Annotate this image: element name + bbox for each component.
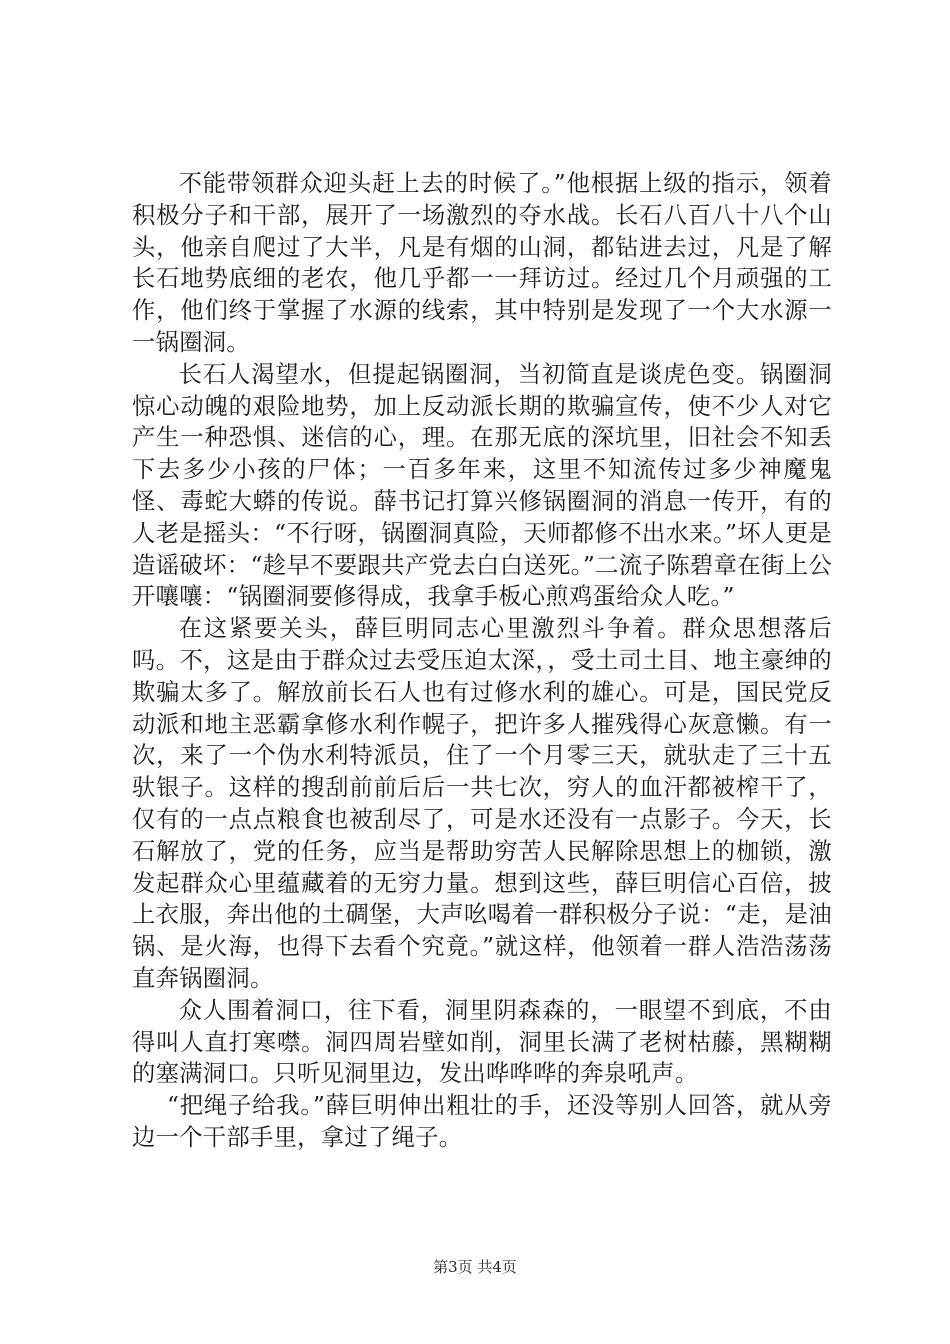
paragraph-2: 长石人渴望水，但提起锅圈洞，当初简直是谈虎色变。锅圈洞惊心动魄的艰险地势，加上反动派长期的欺骗宣传，使不少人对它产生一种恐惧、迷信的心，理。在那无底的深坑里，旧社会不知丢下去多少小孩的尸体；一百多年来，这里不知流传过多少神魔鬼怪、毒蛇大蟒的传说。薛书记打算兴修锅圈洞的消息一传开，有的人老是摇头：“不行呀，锅圈洞真险，天师都修不出水来。”坏人更是造谣破坏：“趁早不要跟共产党去白白送死。”二流子陈碧章在街上公开嚷嚷：“锅圈洞要修得成，我拿手板心煎鸡蛋给众人吃。” <box>132 360 832 611</box>
paragraph-3: 在这紧要关头，薛巨明同志心里激烈斗争着。群众思想落后吗。不，这是由于群众过去受压迫太深，，受土司土目、地主豪绅的欺骗太多了。解放前长石人也有过修水利的雄心。可是，国民党反动派和地主恶霸拿修水利作幌子，把许多人摧残得心灰意懒。有一次，来了一个伪水利特派员，住了一个月零三天，就驮走了三十五驮银子。这样的搜刮前前后后一共七次，穷人的血汗都被榨干了，仅有的一点点粮食也被刮尽了，可是水还没有一点影子。今天，长石解放了，党的任务，应当是帮助穷苦人民解除思想上的枷锁，激发起群众心里蕴藏着的无穷力量。想到这些，薛巨明信心百倍，披上衣服，奔出他的土碉堡，大声吆喝着一群积极分子说：“走，是油锅、是火海，也得下去看个究竟。”就这样，他领着一群人浩浩荡荡直奔锅圈洞。 <box>132 615 832 992</box>
page-number-footer: 第3页 共4页 <box>433 1258 517 1276</box>
paragraph-4: 众人围着洞口，往下看，洞里阴森森的，一眼望不到底，不由得叫人直打寒噤。洞四周岩壁如削，洞里长满了老树枯藤，黑糊糊的塞满洞口。只听见洞里边，发出哗哗哗的奔泉吼声。 <box>132 996 832 1088</box>
body-text <box>132 168 832 1154</box>
paragraph-5: “把绳子给我。”薛巨明伸出粗壮的手，还没等别人回答，就从旁边一个干部手里，拿过了绳子。 <box>132 1092 832 1151</box>
paragraph-1: 不能带领群众迎头赶上去的时候了。”他根据上级的指示，领着积极分子和干部，展开了一场激烈的夺水战。长石八百八十八个山头，他亲自爬过了大半，凡是有烟的山洞，都钻进去过，凡是了解长石地势底细的老农，他几乎都一一拜访过。经过几个月顽强的工作，他们终于掌握了水源的线索，其中特别是发现了一个大水源一一锅圈洞。 <box>132 170 832 356</box>
